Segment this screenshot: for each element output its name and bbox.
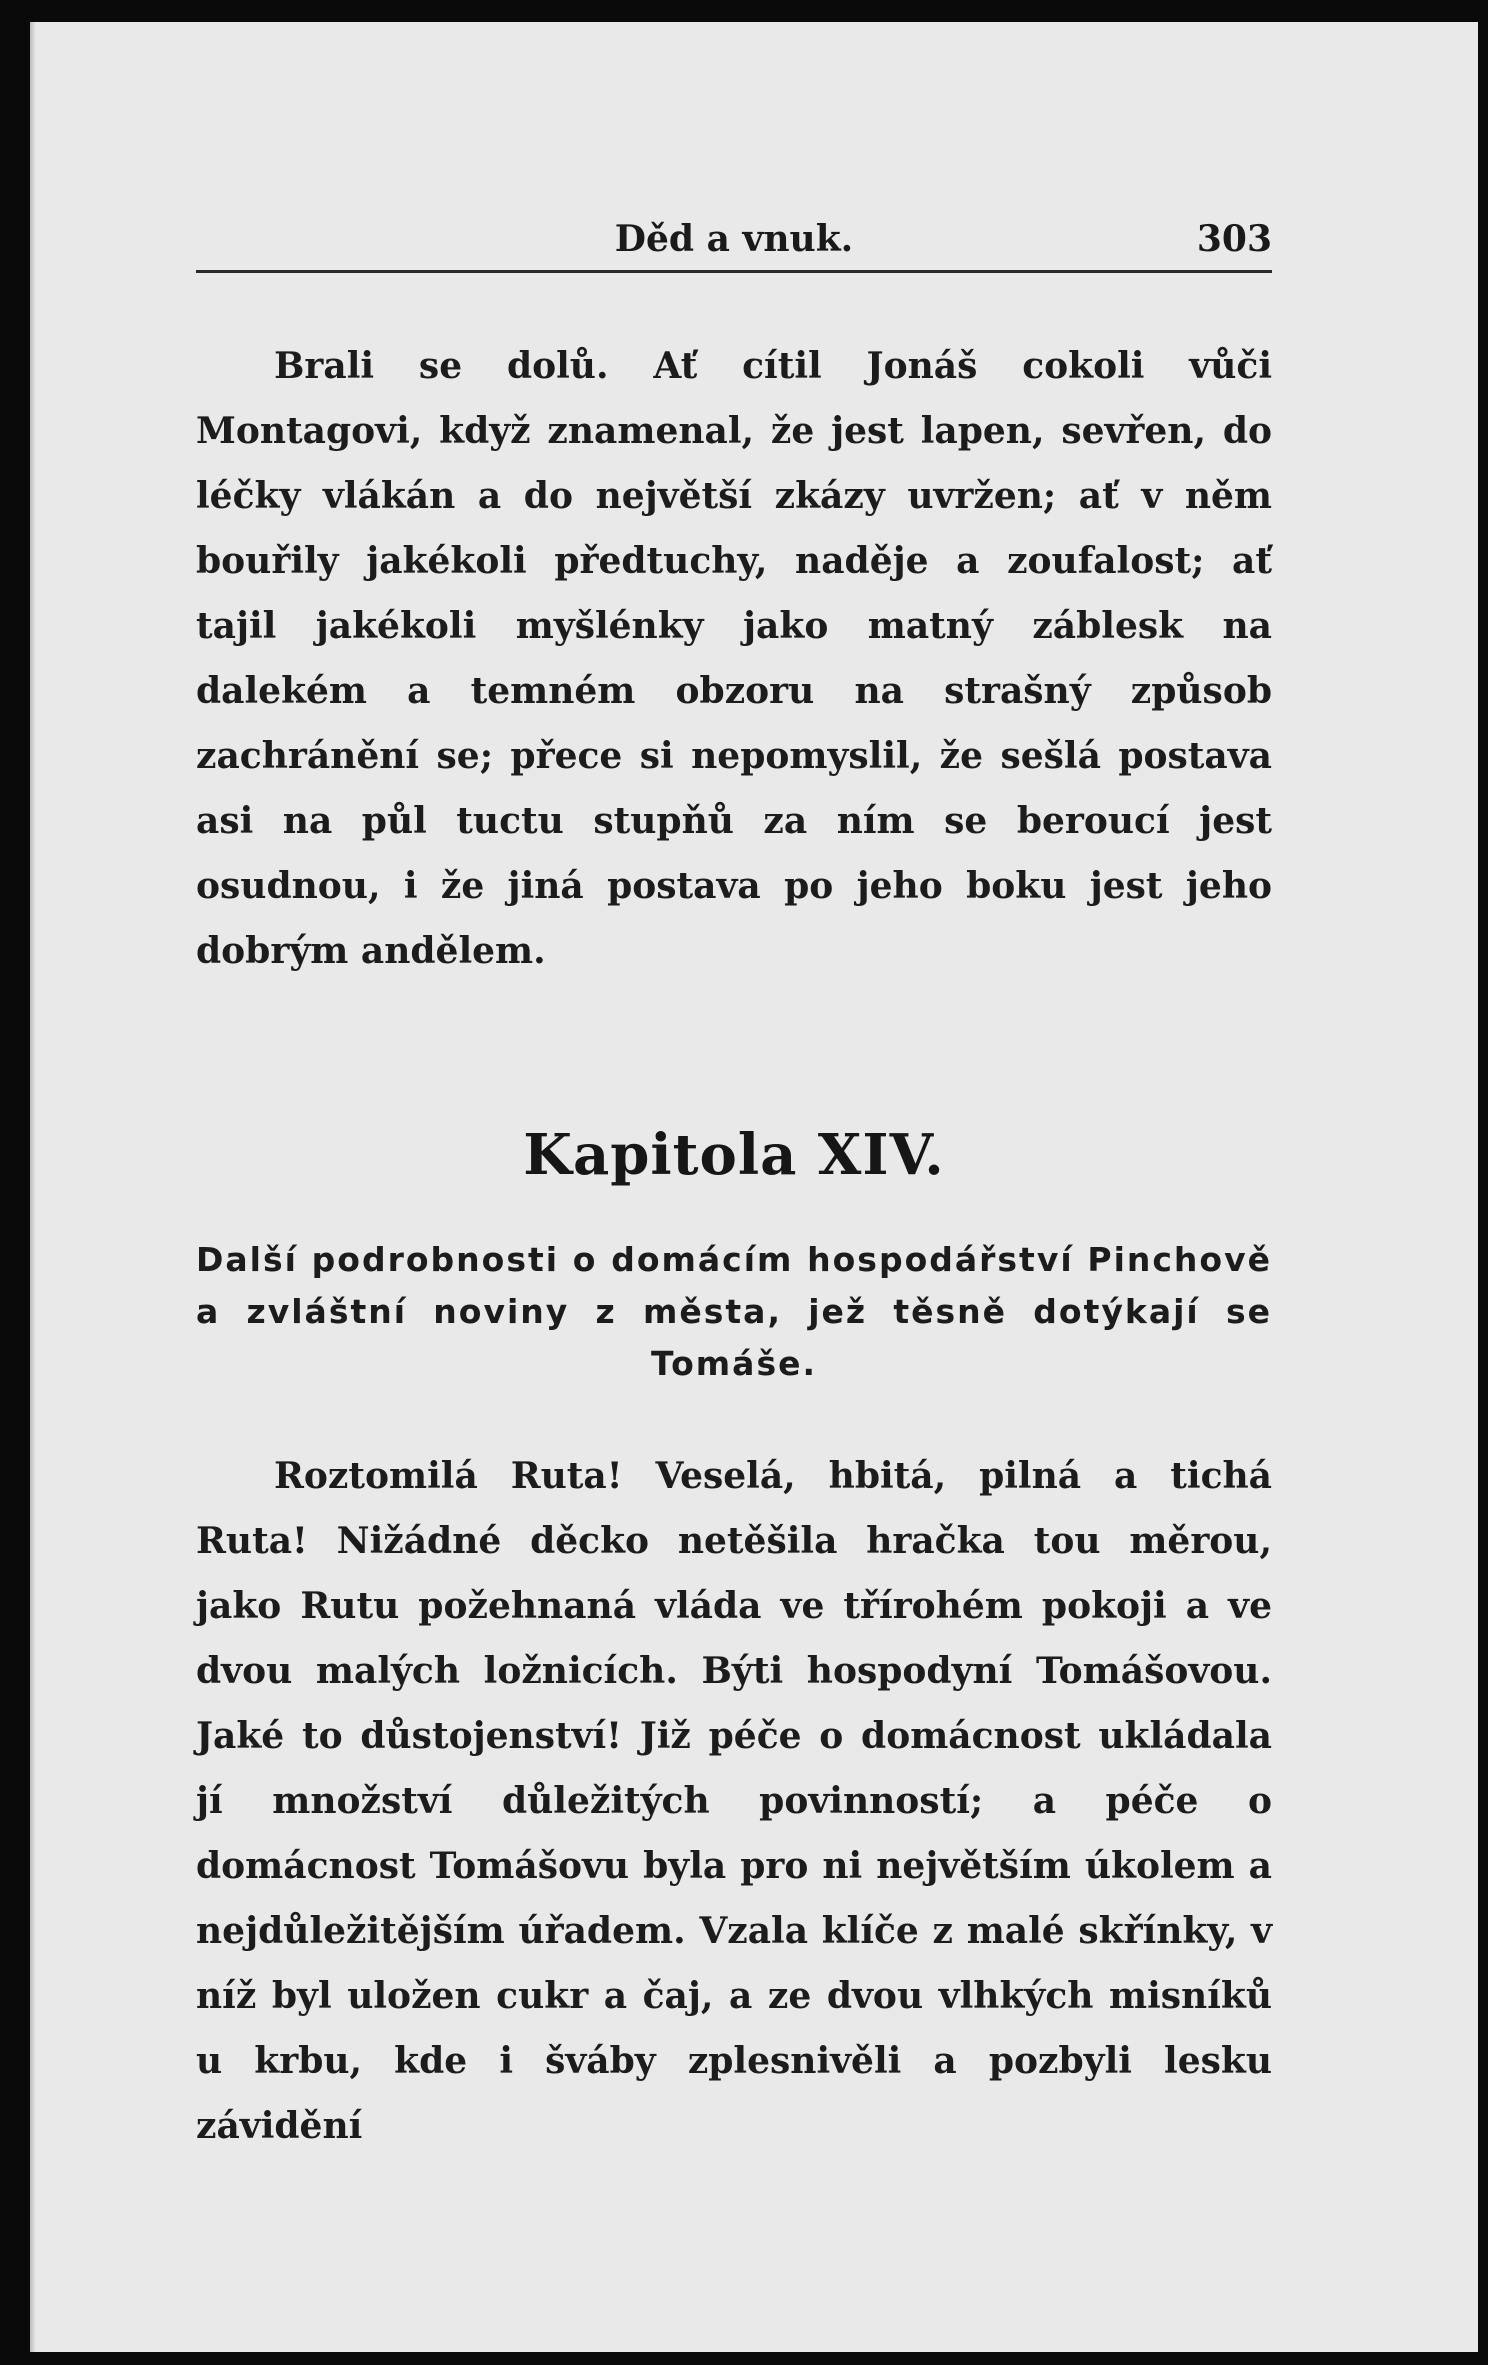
paragraph — [196, 1444, 1272, 2159]
paragraph-block-2 — [196, 1444, 1272, 2159]
paragraph — [196, 334, 1272, 984]
page-number: 303 — [1196, 218, 1272, 260]
paragraph-block-1 — [196, 334, 1272, 984]
page-edge-shadow — [30, 22, 36, 2352]
running-title: Děd a vnuk. — [614, 218, 854, 260]
chapter-title: Kapitola XIV. — [523, 1122, 945, 1188]
paragraph-text: Brali se dolů. Ať cítil Jonáš cokoli vůči Montagovi, když znamenal, že jest lapen, sevřen, do léčky vlákán a do největší zkázy uvržen; ať v něm bouřily jakékoli předtuchy, naděje a zoufalost; ať tajil jakékoli myšlénky jako matný záblesk na dalekém a temném obzoru na strašný způsob zachránění se; přece si nepomyslil, že sešlá postava asi na půl tuctu stupňů za ním se beroucí jest osudnou, i že jiná postava po jeho boku jest jeho dobrým andělem. — [196, 345, 1272, 972]
chapter-summary: Další podrobnosti o domácím hospodářství Pinchově a zvláštní noviny z města, jež těsně dotýkají se Tomáše. — [196, 1240, 1272, 1383]
page-header — [196, 200, 1272, 273]
paragraph-text: Roztomilá Ruta! Veselá, hbitá, pilná a tichá Ruta! Nižádné děcko netěšila hračka tou měrou, jako Rutu požehnaná vláda ve třírohém pokoji a ve dvou malých ložnicích. Býti hospodyní Tomášovou. Jaké to důstojenství! Již péče o domácnost ukládala jí množství důležitých povinností; a péče o domácnost Tomášovu byla pro ni největším úkolem a nejdůležitějším úřadem. Vzala klíče z malé skřínky, v níž byl uložen cukr a čaj, a ze dvou vlhkých misníků u krbu, kde i šváby zplesnivěli a pozbyli lesku závidění — [196, 1455, 1272, 2147]
book-page — [30, 22, 1478, 2352]
